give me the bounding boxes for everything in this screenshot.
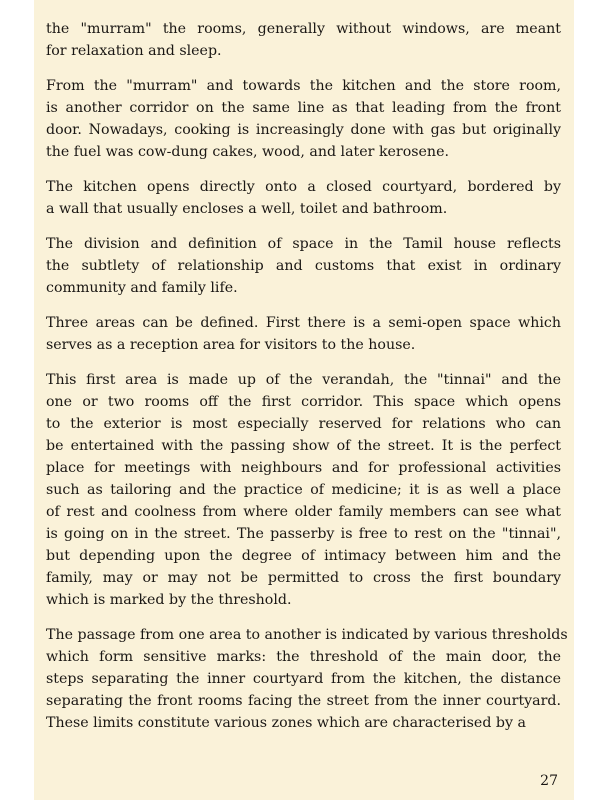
text-line: From the "murram" and towards the kitchen and the store room, [46,78,561,94]
text-line: Three areas can be defined. First there is a semi-open space which [46,315,561,331]
paragraph [46,369,561,611]
book-page [34,0,574,800]
text-line: This first area is made up of the verandah, the "tinnai" and the [46,372,561,388]
text-line: community and family life. [46,280,238,296]
text-line: be entertained with the passing show of the street. It is the perfect [46,438,561,454]
text-body [46,18,568,734]
text-line: such as tailoring and the practice of medicine; it is as well a place [46,482,561,498]
paragraph [46,624,568,734]
text-line: separating the front rooms facing the street from the inner courtyard. [46,693,561,709]
text-line: the subtlety of relationship and customs that exist in ordinary [46,258,561,274]
text-line: is going on in the street. The passerby is free to rest on the "tinnai", [46,526,561,542]
text-line: for relaxation and sleep. [46,43,222,59]
paragraph [46,176,561,220]
page-number: 27 [540,773,558,789]
text-line: which form sensitive marks: the threshold of the main door, the [46,649,561,665]
text-line: The passage from one area to another is indicated by various thresholds [46,627,568,643]
text-line: serves as a reception area for visitors to the house. [46,337,416,353]
text-line: The division and definition of space in the Tamil house reflects [46,236,561,252]
text-line: These limits constitute various zones which are characterised by a [46,715,526,731]
paragraph [46,18,561,62]
text-line: but depending upon the degree of intimacy between him and the [46,548,561,564]
text-line: which is marked by the threshold. [46,592,292,608]
text-line: door. Nowadays, cooking is increasingly done with gas but originally [46,122,561,138]
text-line: the "murram" the rooms, generally without windows, are meant [46,21,561,37]
text-line: steps separating the inner courtyard from the kitchen, the distance [46,671,561,687]
text-line: to the exterior is most especially reserved for relations who can [46,416,561,432]
paragraph [46,312,561,356]
text-line: of rest and coolness from where older family members can see what [46,504,561,520]
text-line: a wall that usually encloses a well, toilet and bathroom. [46,201,448,217]
text-line: one or two rooms off the first corridor. This space which opens [46,394,561,410]
text-line: family, may or may not be permitted to cross the first boundary [46,570,561,586]
text-line: is another corridor on the same line as that leading from the front [46,100,561,116]
paragraph [46,75,561,163]
text-line: place for meetings with neighbours and for professional activities [46,460,561,476]
paragraph [46,233,561,299]
text-line: the fuel was cow-dung cakes, wood, and later kerosene. [46,144,449,160]
text-line: The kitchen opens directly onto a closed courtyard, bordered by [46,179,561,195]
